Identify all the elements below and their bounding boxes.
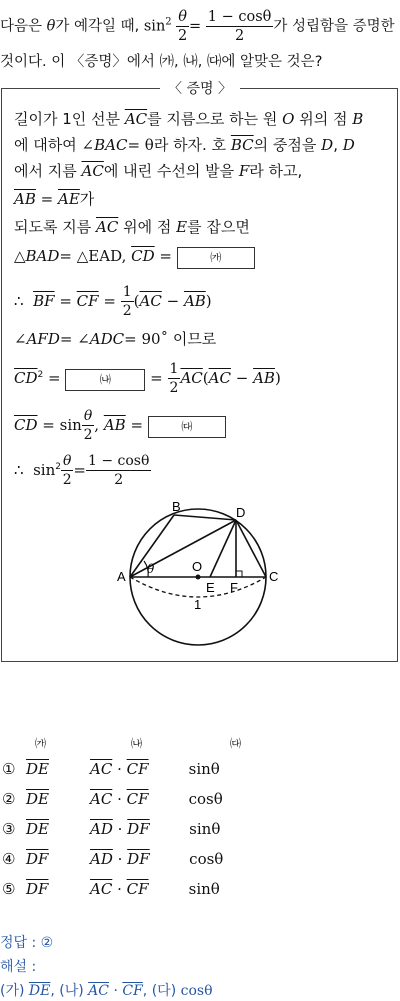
choice-header-ga: ㈎: [35, 737, 46, 750]
choice-header-na: ㈏: [131, 737, 142, 750]
choice-2[interactable]: ② $\overline{DE}$ $\overline{AC} \cdot \overline{CF}$ cosθ: [2, 790, 223, 808]
label-one: 1: [194, 597, 202, 612]
proof-line-3: 에서 지름 $\overline{AC}$에 내린 수선의 발을 F라 하고,: [14, 162, 303, 180]
proof-line-2: 에 대하여 ∠BAC= θ라 하자. 호 $\overline{BC}$의 중점을 D, D: [14, 136, 355, 154]
segment-DE: [210, 520, 236, 577]
proof-line-9: $\overline{CD}^2$ = ㈏ = $\frac{1}{2}$ $\overline{AC}(\overline{AC} - \overline{AB})$: [14, 361, 281, 396]
question-tail: 가 성립함을 증명한: [273, 18, 395, 35]
choice-header-da: ㈐: [230, 737, 241, 750]
question-prefix: 다음은: [0, 18, 43, 35]
label-O: O: [192, 559, 203, 574]
label-theta: θ: [147, 562, 155, 576]
theta-symbol: θ: [46, 18, 56, 35]
proof-line-1: 길이가 1인 선분 $\overline{AC}$를 지름으로 하는 원 O 위의 점 B: [14, 110, 364, 128]
label-D: D: [236, 505, 246, 520]
proof-line-4: $\overline{AB} = \overline{AE}$가: [14, 190, 95, 208]
proof-line-5: 되도록 지름 $\overline{AC}$ 위에 점 E를 잡으면: [14, 218, 250, 236]
label-C: C: [269, 569, 279, 584]
choice-4[interactable]: ④ $\overline{DF}$ $\overline{AD} \cdot \overline{DF}$ cosθ: [2, 850, 224, 868]
right-angle-mark: [236, 571, 242, 577]
blank-na: ㈏: [65, 369, 145, 391]
rhs-fraction: $\frac{1 - \cos\theta}{2}$: [207, 9, 272, 44]
proof-line-11: ∴ $\sin^2$ $\frac{\theta}{2}$ = $\frac{1 - \cos\theta}{2}$: [14, 453, 150, 488]
blank-ga: ㈎: [177, 247, 255, 269]
proof-line-6: △BAD= △EAD, $\overline{CD}$ = ㈎: [14, 247, 255, 269]
choice-5[interactable]: ⑤ $\overline{DF}$ $\overline{AC} \cdot \overline{CF}$ sinθ: [2, 880, 220, 898]
choice-1[interactable]: ① $\overline{DE}$ $\overline{AC} \cdot \overline{CF}$ sinθ: [2, 760, 220, 778]
proof-line-8: ∠AFD= ∠ADC= 90˚ 이므로: [14, 330, 217, 348]
proof-line-10: $\overline{CD} = \sin$ $\frac{\theta}{2}$ , $\overline{AB}$ = ㈐: [14, 407, 226, 444]
circle-figure: [110, 495, 290, 660]
choice-3[interactable]: ③ $\overline{DE}$ $\overline{AD} \cdot \overline{DF}$ sinθ: [2, 820, 221, 838]
label-E: E: [206, 580, 215, 595]
question-mid: 가 예각일 때,: [55, 18, 140, 35]
sin-power: 2: [165, 16, 172, 28]
dashed-arc: [130, 577, 266, 597]
segment-AD: [130, 520, 236, 577]
label-B: B: [172, 499, 181, 514]
question-line-1: [0, 8, 395, 45]
question-line-2: 것이다. 이 〈증명〉에서 ㈎, ㈏, ㈐에 알맞은 것은?: [0, 54, 323, 70]
proof-title: 〈 증명 〉: [160, 78, 240, 98]
sin-func: sin: [143, 18, 166, 35]
label-F: F: [230, 580, 238, 595]
lhs-fraction: $\frac{\theta}{2}$: [178, 9, 188, 44]
center-point: [196, 575, 201, 580]
half-fraction: $\frac{1}{2}$: [122, 284, 132, 319]
blank-da: ㈐: [148, 416, 226, 438]
explanation-line: (가) $\overline{DE}$, (나) $\overline{AC} \cdot \overline{CF}$, (다) cosθ: [0, 983, 213, 999]
explanation-label: 해설 :: [0, 959, 37, 975]
equals-sign: =: [189, 18, 202, 35]
answer-label: 정답 : ②: [0, 935, 54, 951]
chord-DC: [236, 520, 266, 577]
proof-line-7: ∴ $\overline{BF} = \overline{CF}$ = $\frac{1}{2}$ $(\overline{AC} - \overline{AB})$: [14, 284, 212, 319]
label-A: A: [117, 569, 126, 584]
